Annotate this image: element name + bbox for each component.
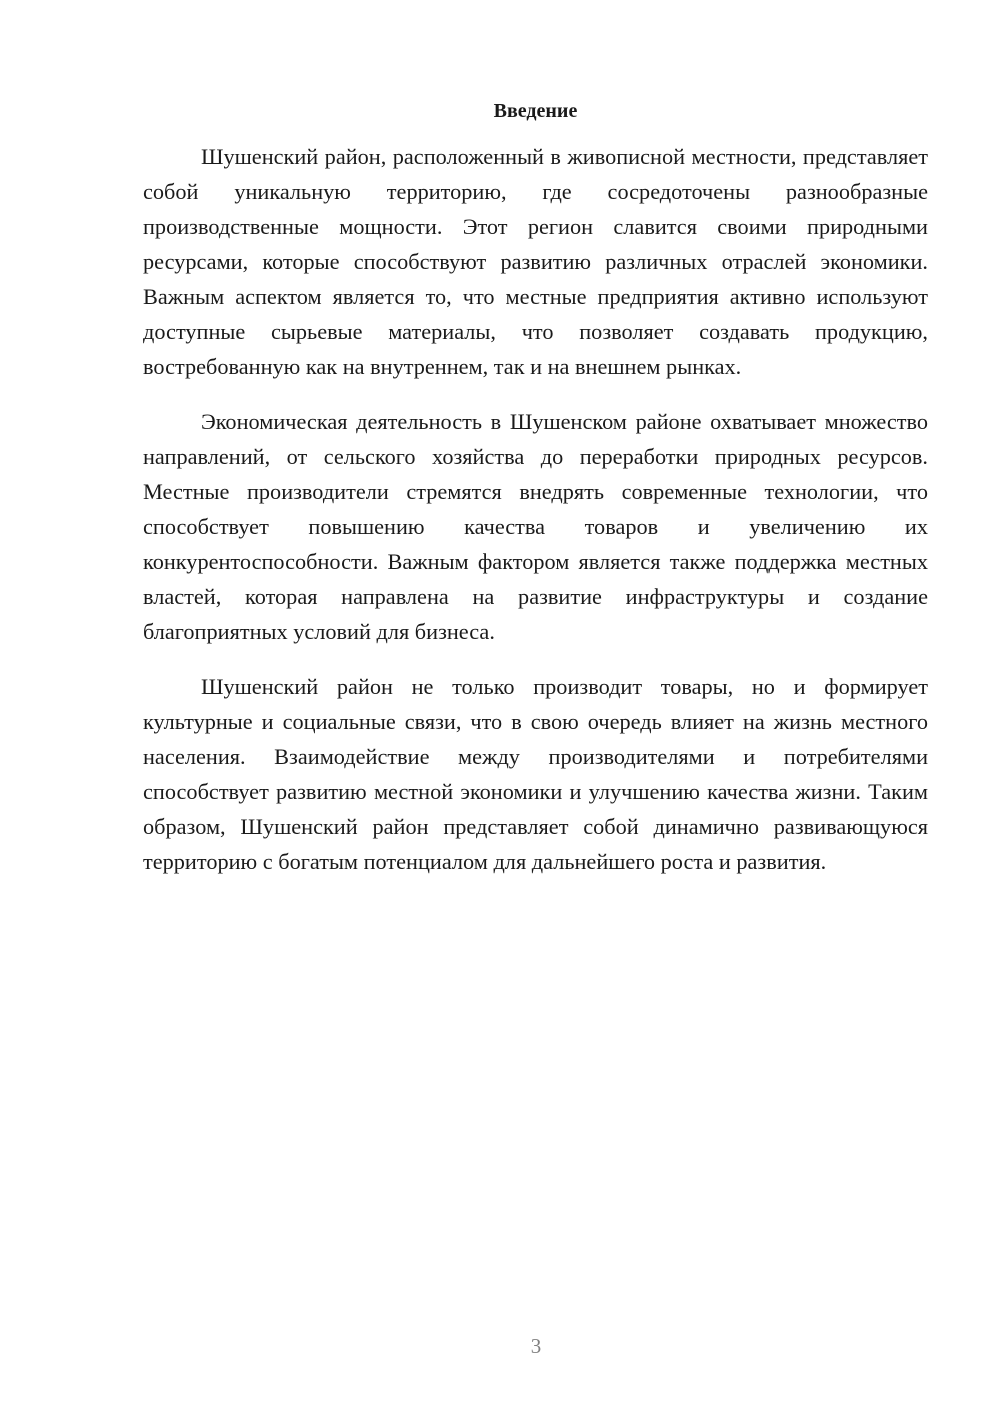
paragraph-2: Экономическая деятельность в Шушенском районе охватывает множество направлений, от сельского хозяйства до переработки природных ресурсов. Местные производители стремятся внедрять современные технологии, что способствует повышению качества товаров и увеличению их конкурентоспособности. Важным фактором является также поддержка местных властей, которая направлена на развитие инфраструктуры и создание благоприятных условий для бизнеса. [143, 409, 928, 644]
paragraph-3: Шушенский район не только производит товары, но и формирует культурные и социальные связи, что в свою очередь влияет на жизнь местного населения. Взаимодействие между производителями и потребителями способствует развитию местной экономики и улучшению качества жизни. Таким образом, Шушенский район представляет собой динамично развивающуюся территорию с богатым потенциалом для дальнейшего роста и развития. [143, 674, 928, 874]
page-number: 3 [530, 1334, 542, 1358]
section-heading: Введение [493, 100, 578, 122]
paragraph-1: Шушенский район, расположенный в живописной местности, представляет собой уникальную территорию, где сосредоточены разнообразные производственные мощности. Этот регион славится своими природными ресурсами, которые способствуют развитию различных отраслей экономики. Важным аспектом является то, что местные предприятия активно используют доступные сырьевые материалы, что позволяет создавать продукцию, востребованную как на внутреннем, так и на внешнем рынках. [143, 144, 928, 379]
page-content [143, 96, 928, 899]
